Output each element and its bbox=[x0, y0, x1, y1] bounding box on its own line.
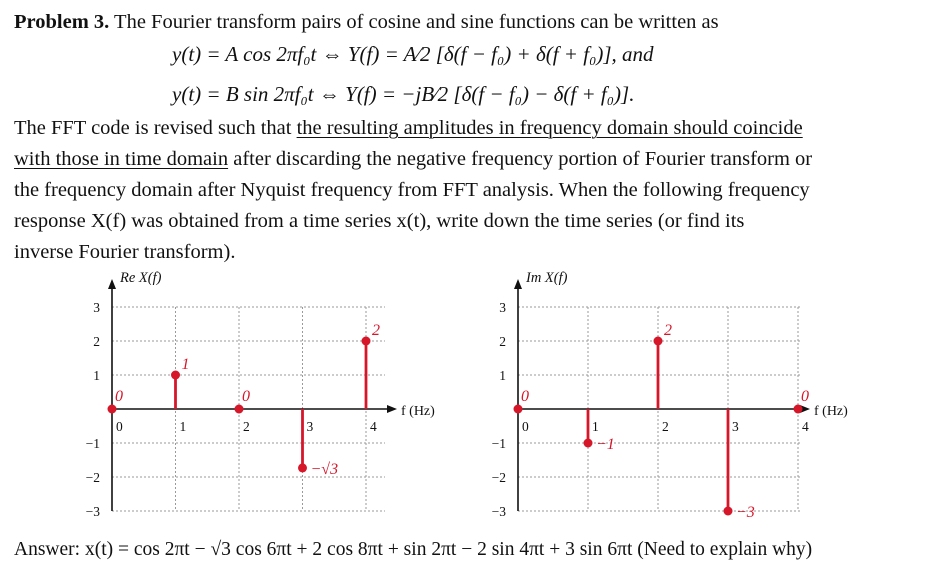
x-tick-label: 0 bbox=[116, 419, 123, 434]
chart-title: Im X(f) bbox=[526, 270, 568, 286]
x-tick-label: 4 bbox=[370, 419, 377, 434]
x-axis-label: f (Hz) bbox=[401, 404, 435, 419]
stem-point bbox=[794, 405, 803, 414]
x-tick-label: 1 bbox=[179, 419, 187, 434]
y-tick-label: −2 bbox=[85, 470, 100, 485]
y-axis-arrow bbox=[514, 279, 522, 289]
y-tick-label: 3 bbox=[499, 300, 506, 315]
stem-annotation: 1 bbox=[181, 356, 190, 373]
problem-heading: Problem 3. bbox=[14, 11, 110, 33]
problem-line-1-underlined: the resulting amplitudes in frequency domain should coincide bbox=[296, 117, 803, 139]
stem-annotation: 0 bbox=[242, 388, 250, 405]
problem-line-2-underlined: with those in time domain bbox=[14, 148, 229, 170]
x-tick-label: 3 bbox=[732, 419, 739, 434]
stem-annotation: 0 bbox=[801, 388, 809, 405]
stem-point bbox=[235, 405, 244, 414]
stem-annotation: −3 bbox=[736, 504, 755, 521]
stem-annotation: 0 bbox=[521, 388, 529, 405]
problem-line-4: response X(f) was obtained from a time series x(t), write down the time series (or find its bbox=[14, 210, 745, 232]
stem-annotation: −√3 bbox=[310, 460, 339, 478]
x-tick-label: 4 bbox=[802, 419, 809, 434]
x-axis-label: f (Hz) bbox=[814, 404, 848, 419]
x-tick-label: 2 bbox=[662, 419, 669, 434]
y-tick-label: −1 bbox=[491, 436, 506, 451]
stem-point bbox=[108, 405, 117, 414]
y-tick-label: −3 bbox=[85, 504, 100, 519]
y-tick-label: −2 bbox=[491, 470, 506, 485]
stem-point bbox=[724, 507, 733, 516]
x-tick-label: 0 bbox=[522, 419, 529, 434]
stem-annotation: 2 bbox=[372, 322, 380, 339]
y-tick-label: 1 bbox=[93, 368, 100, 383]
x-axis-arrow bbox=[387, 405, 397, 413]
equation-sine: y(t) = B sin 2πf₀t ⇔ Y(f) = −jB⁄2 [δ(f − f₀) − δ(f + f₀)]. bbox=[172, 82, 635, 106]
stem-point bbox=[298, 463, 307, 472]
y-tick-label: −3 bbox=[491, 504, 506, 519]
x-tick-label: 3 bbox=[306, 419, 314, 434]
y-tick-label: 2 bbox=[499, 334, 506, 349]
problem-line-2-text: after discarding the negative frequency portion of Fourier transform or bbox=[228, 148, 813, 170]
stem-point bbox=[584, 439, 593, 448]
y-tick-label: −1 bbox=[85, 436, 100, 451]
stem-point bbox=[654, 337, 663, 346]
stem-annotation: 0 bbox=[115, 388, 123, 405]
stem-annotation: −1 bbox=[596, 436, 615, 453]
chart-title: Re X(f) bbox=[120, 270, 162, 286]
problem-line-1-text: The FFT code is revised such that bbox=[14, 117, 297, 139]
y-tick-label: 2 bbox=[93, 334, 100, 349]
problem-line-3: the frequency domain after Nyquist frequency from FFT analysis. When the following frequency bbox=[14, 179, 810, 201]
problem-line-5: inverse Fourier transform). bbox=[14, 241, 236, 263]
problem-intro: The Fourier transform pairs of cosine and sine functions can be written as bbox=[114, 11, 719, 33]
stem-annotation: 2 bbox=[664, 322, 672, 339]
x-tick-label: 1 bbox=[592, 419, 599, 434]
y-axis-arrow bbox=[108, 279, 116, 289]
answer-text: Answer: x(t) = cos 2πt − √3 cos 6πt + 2 cos 8πt + sin 2πt − 2 sin 4πt + 3 sin 6πt (Need to explain why) bbox=[14, 539, 813, 560]
stem-point bbox=[362, 337, 371, 346]
y-tick-label: 1 bbox=[499, 368, 506, 383]
equation-cosine: y(t) = A cos 2πf₀t ⇔ Y(f) = A⁄2 [δ(f − f₀) + δ(f + f₀)], and bbox=[172, 42, 654, 66]
y-tick-label: 3 bbox=[93, 300, 100, 315]
stem-point bbox=[171, 371, 180, 380]
stem-point bbox=[514, 405, 523, 414]
x-tick-label: 2 bbox=[243, 419, 250, 434]
